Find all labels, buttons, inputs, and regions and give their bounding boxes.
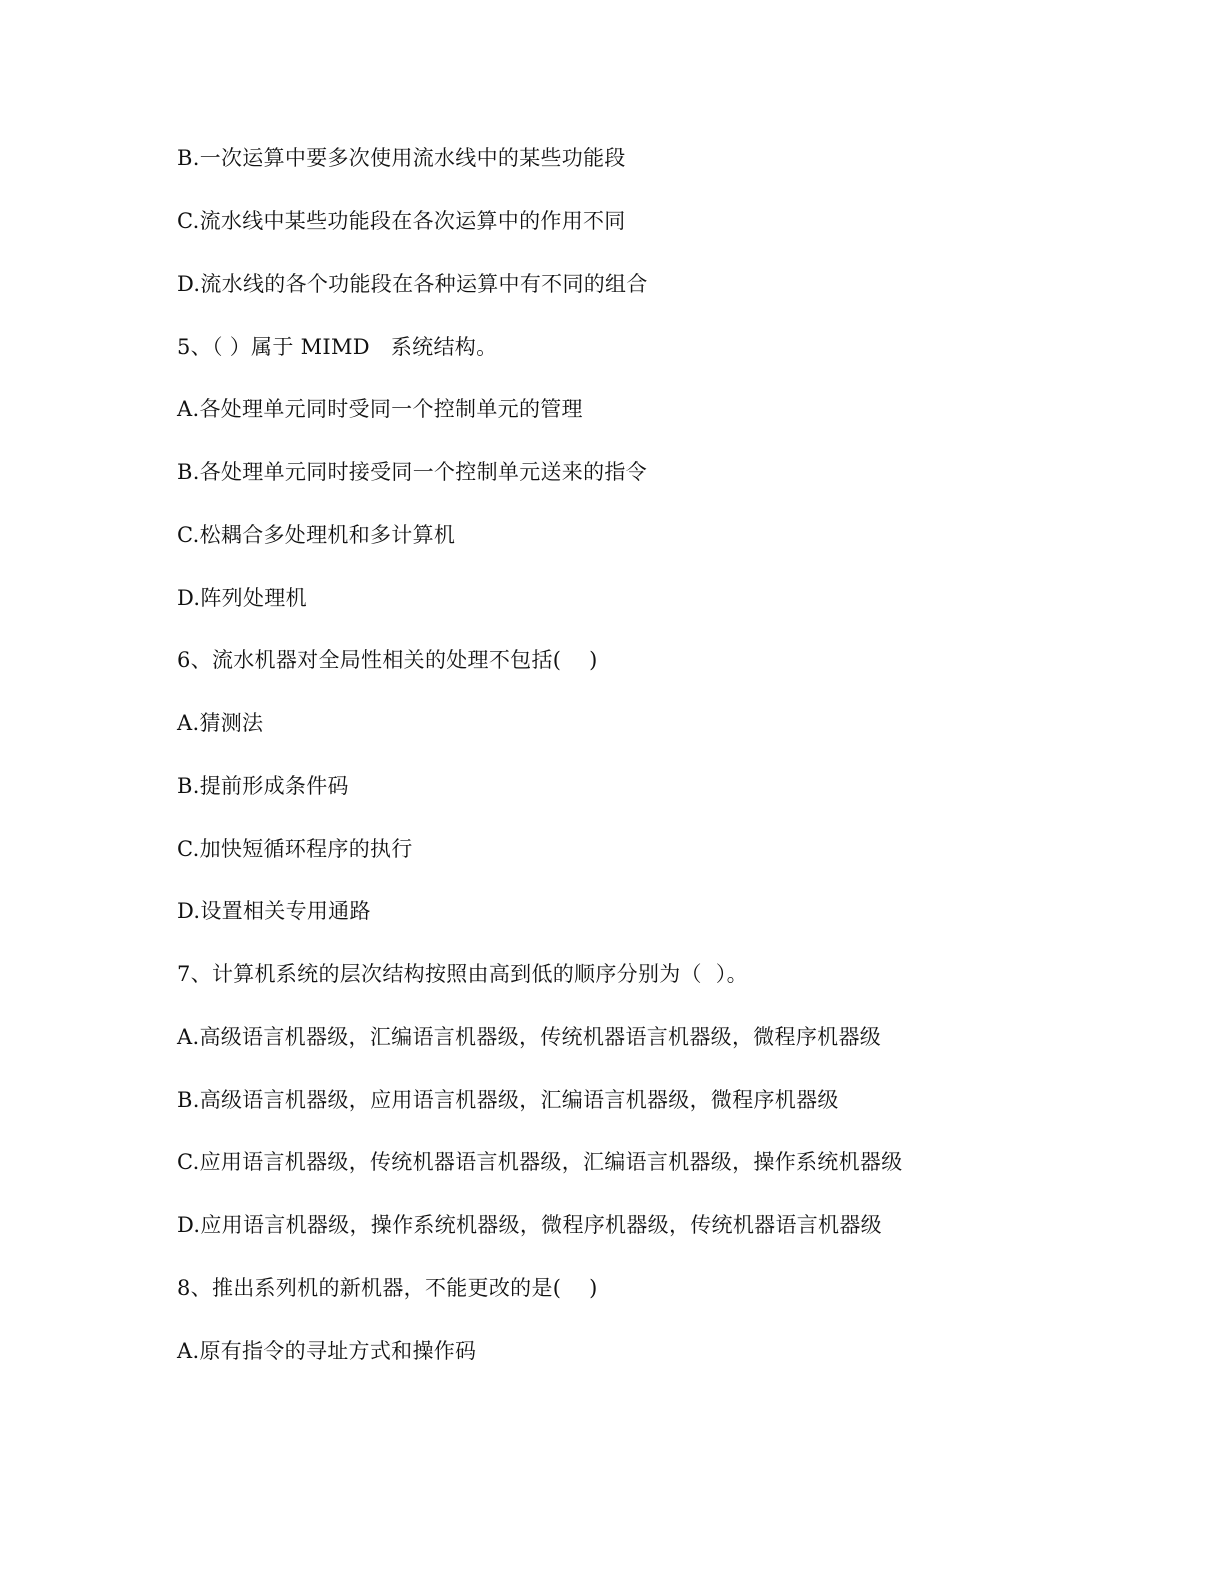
option-a-q6: A.猜测法 [177,711,264,735]
question-8: 8、推出系列机的新机器，不能更改的是( ) [177,1276,598,1300]
question-7: 7、计算机系统的层次结构按照由高到低的顺序分别为（ ）。 [177,962,748,986]
option-c-q4: C.流水线中某些功能段在各次运算中的作用不同 [177,209,626,233]
option-d-q7: D.应用语言机器级，操作系统机器级，微程序机器级，传统机器语言机器级 [177,1213,882,1237]
option-b-q7: B.高级语言机器级，应用语言机器级，汇编语言机器级，微程序机器级 [177,1088,839,1112]
option-b-q6: B.提前形成条件码 [177,774,349,798]
option-d-q5: D.阵列处理机 [177,586,307,610]
option-b-q4: B.一次运算中要多次使用流水线中的某些功能段 [177,146,626,170]
option-c-q6: C.加快短循环程序的执行 [177,837,413,861]
option-c-q5: C.松耦合多处理机和多计算机 [177,523,456,547]
option-b-q5: B.各处理单元同时接受同一个控制单元送来的指令 [177,460,648,484]
option-d-q6: D.设置相关专用通路 [177,899,371,923]
option-d-q4: D.流水线的各个功能段在各种运算中有不同的组合 [177,272,648,296]
option-a-q8: A.原有指令的寻址方式和操作码 [177,1339,477,1363]
question-6: 6、流水机器对全局性相关的处理不包括( ) [177,648,598,672]
question-5: 5、（ ）属于 MIMD 系统结构。 [177,335,498,359]
option-c-q7: C.应用语言机器级，传统机器语言机器级，汇编语言机器级，操作系统机器级 [177,1150,903,1174]
option-a-q7: A.高级语言机器级，汇编语言机器级，传统机器语言机器级，微程序机器级 [177,1025,882,1049]
option-a-q5: A.各处理单元同时受同一个控制单元的管理 [177,397,583,421]
